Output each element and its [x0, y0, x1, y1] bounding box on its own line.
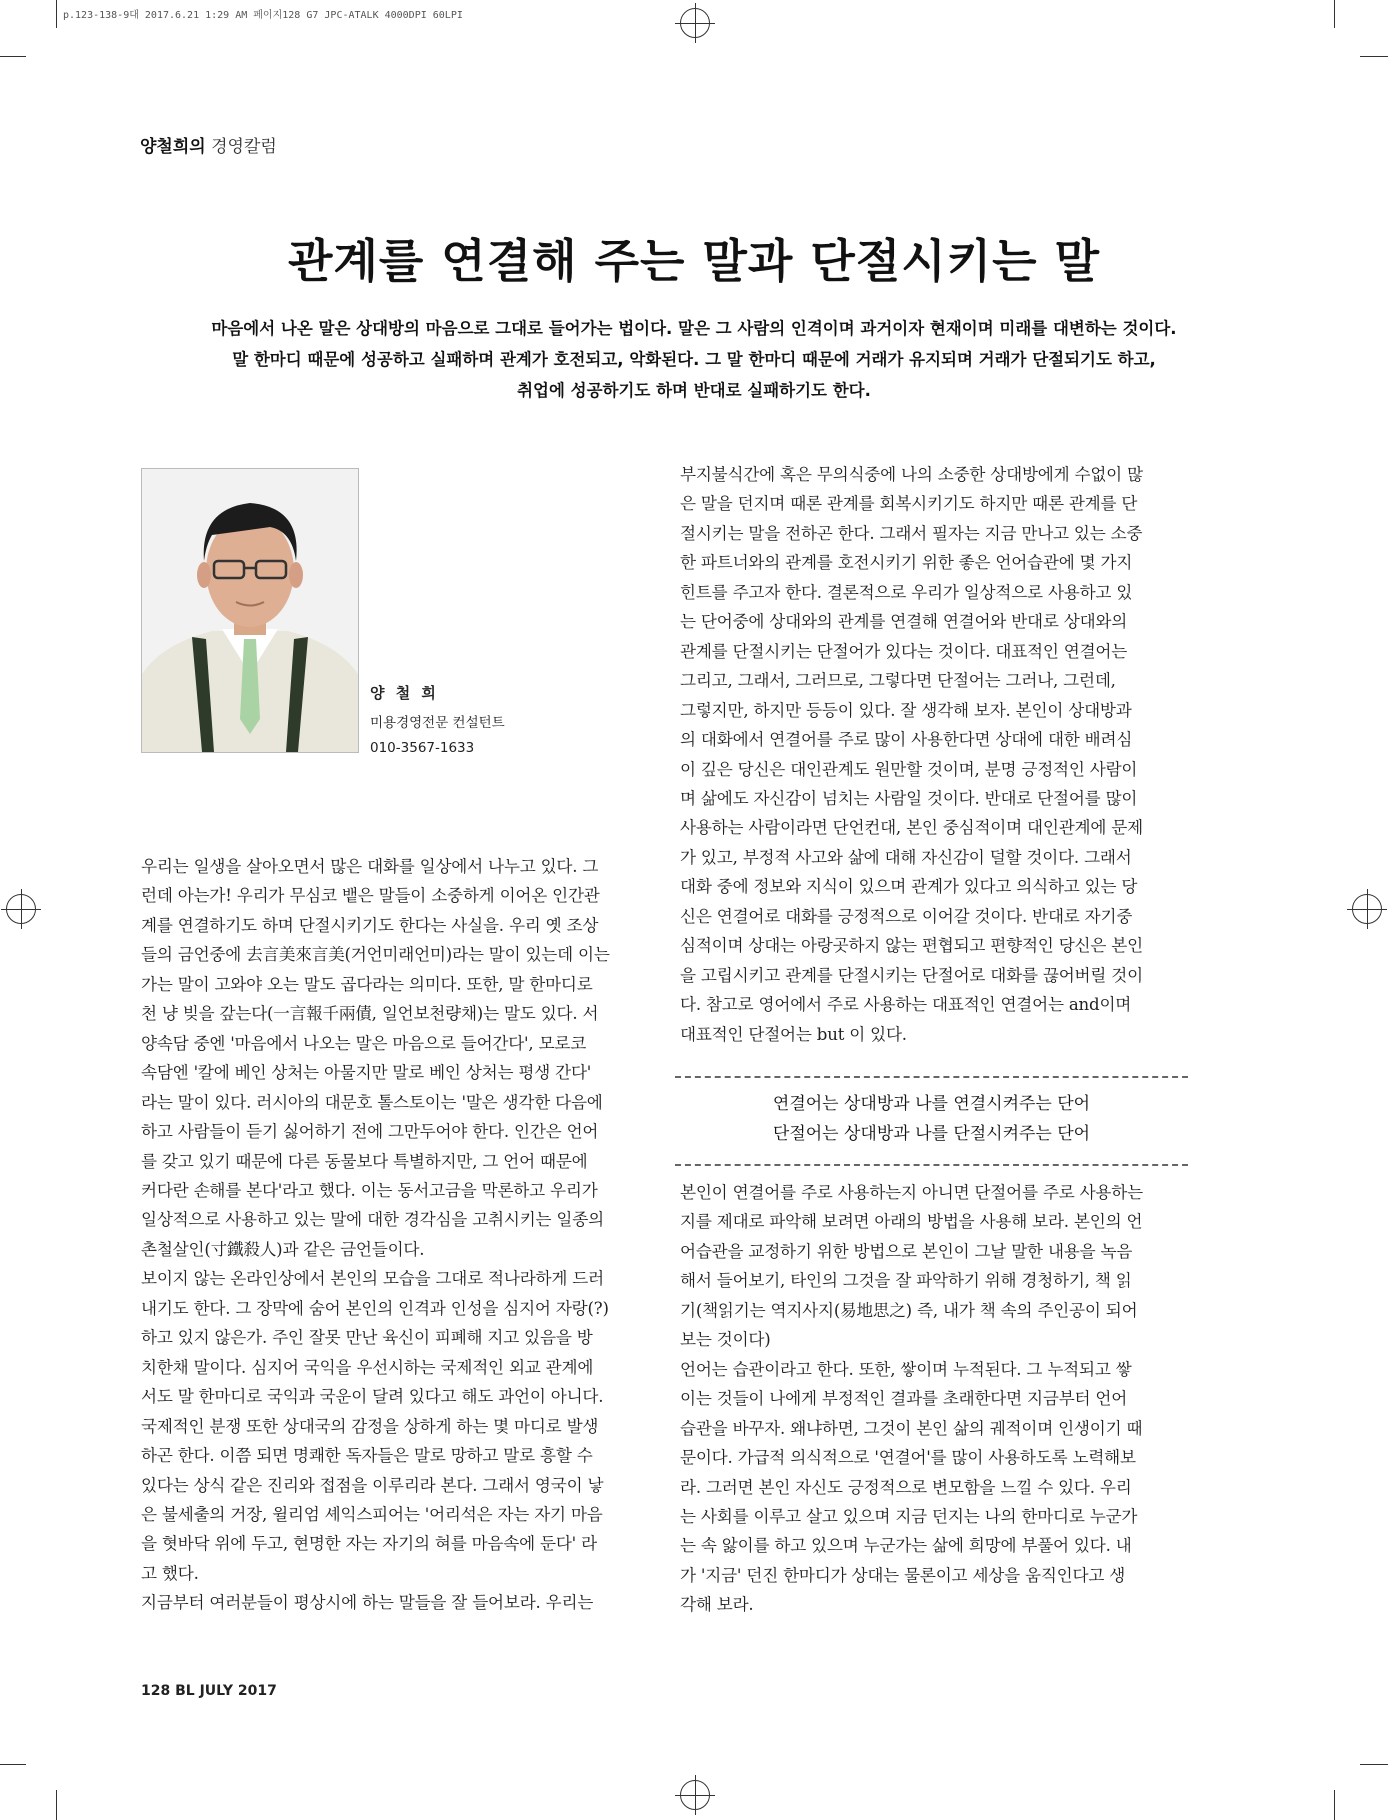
callout-box [675, 1089, 1188, 1149]
body-line: 라. 그러면 본인 자신도 긍정적으로 변모함을 느낄 수 있다. 우리 [680, 1477, 1132, 1497]
author-photo [141, 468, 359, 753]
body-line: 속담엔 '칼에 베인 상처는 아물지만 말로 베인 상처는 평생 간다' [141, 1063, 592, 1083]
section-kicker [140, 132, 277, 157]
body-line: 치한채 말이다. 심지어 국익을 우선시하는 국제적인 외교 관계에 [141, 1357, 594, 1377]
kicker-category: 경영칼럼 [211, 137, 277, 157]
crop-mark [56, 1790, 57, 1820]
body-line: 지금부터 여러분들이 평상시에 하는 말들을 잘 들어보라. 우리는 [141, 1593, 594, 1613]
registration-mark [1352, 894, 1382, 924]
page-folio: 128 BL JULY 2017 [141, 1683, 277, 1699]
body-line: 가는 말이 고와야 오는 말도 곱다라는 의미다. 또한, 말 한마디로 [141, 974, 593, 994]
kicker-author: 양철희의 [140, 137, 206, 157]
body-line: 절시키는 말을 전하곤 한다. 그래서 필자는 지금 만나고 있는 소중 [680, 523, 1143, 543]
body-line: 은 불세출의 거장, 윌리엄 셰익스피어는 '어리석은 자는 자기 마음 [141, 1504, 603, 1524]
body-line: 어습관을 교정하기 위한 방법으로 본인이 그날 말한 내용을 녹음 [680, 1241, 1133, 1261]
body-line: 힌트를 주고자 한다. 결론적으로 우리가 일상적으로 사용하고 있 [680, 582, 1133, 602]
body-line: 각해 보라. [680, 1595, 754, 1615]
callout-line: 단절어는 상대방과 나를 단절시켜주는 단어 [772, 1124, 1091, 1144]
body-line: 습관을 바꾸자. 왜냐하면, 그것이 본인 삶의 궤적이며 인생이기 때 [680, 1418, 1143, 1438]
body-line: 을 혓바닥 위에 두고, 현명한 자는 자기의 혀를 마음속에 둔다' 라 [141, 1534, 597, 1554]
body-line: 는 속 앓이를 하고 있으며 누군가는 삶에 희망에 부풀어 있다. 내 [680, 1536, 1132, 1556]
author-role: 미용경영전문 컨설턴트 [370, 715, 505, 731]
body-line: 이는 것들이 나에게 부정적인 결과를 초래한다면 지금부터 언어 [680, 1389, 1128, 1409]
crop-mark [1360, 56, 1388, 57]
article-title: 관계를 연결해 주는 말과 단절시키는 말 [287, 234, 1101, 288]
body-line: 그렇지만, 하지만 등등이 있다. 잘 생각해 보자. 본인이 상대방과 [680, 700, 1132, 720]
body-line: 를 갖고 있기 때문에 다른 동물보다 특별하지만, 그 언어 때문에 [141, 1151, 588, 1171]
crop-mark [0, 1764, 26, 1765]
body-line: 은 말을 던지며 때론 관계를 회복시키기도 하지만 때론 관계를 단 [680, 494, 1138, 514]
body-line: 천 냥 빚을 갚는다(一言報千兩債, 일언보천량채)는 말도 있다. 서 [141, 1004, 599, 1024]
body-line: 대화 중에 정보와 지식이 있으며 관계가 있다고 의식하고 있는 당 [680, 877, 1138, 897]
body-line: 런데 아는가! 우리가 무심코 뱉은 말들이 소중하게 이어온 인간관 [141, 886, 600, 906]
crop-mark [1334, 0, 1335, 28]
author-profile [370, 682, 505, 761]
lead-line: 말 한마디 때문에 성공하고 실패하며 관계가 호전되고, 악화된다. 그 말 한마디 때문에 거래가 유지되며 거래가 단절되기도 하고, [232, 350, 1156, 369]
callout-line: 연결어는 상대방과 나를 연결시켜주는 단어 [772, 1094, 1091, 1114]
body-line: 보이지 않는 온라인상에서 본인의 모습을 그대로 적나라하게 드러 [141, 1269, 604, 1289]
author-phone: 010-3567-1633 [370, 740, 475, 756]
body-line: 라는 말이 있다. 러시아의 대문호 톨스토이는 '말은 생각한 다음에 [141, 1092, 603, 1112]
body-line: 그리고, 그래서, 그러므로, 그렇다면 단절어는 그러나, 그런데, [680, 671, 1116, 691]
body-line: 커다란 손해를 본다'라고 했다. 이는 동서고금을 막론하고 우리가 [141, 1180, 598, 1200]
body-line: 하고 있지 않은가. 주인 잘못 만난 육신이 피폐해 지고 있음을 방 [141, 1328, 593, 1348]
body-line: 가 '지금' 던진 한마디가 상대는 물론이고 세상을 움직인다고 생 [680, 1565, 1126, 1585]
body-line: 는 사회를 이루고 살고 있으며 지금 던지는 나의 한마디로 누군가 [680, 1506, 1138, 1526]
body-line: 을 고립시키고 관계를 단절시키는 단절어로 대화를 끊어버릴 것이 [680, 965, 1143, 985]
printer-slug: p.123-138-9대 2017.6.21 1:29 AM 페이지128 G7 JPC-ATALK 4000DPI 60LPI [63, 10, 463, 21]
body-line: 들의 금언중에 去言美來言美(거언미래언미)라는 말이 있는데 이는 [141, 945, 610, 965]
crop-mark [1334, 1790, 1335, 1820]
article-lead [160, 313, 1228, 406]
registration-mark [6, 894, 36, 924]
registration-mark [680, 8, 710, 38]
body-column-right-top [680, 460, 1188, 1049]
body-line: 본인이 연결어를 주로 사용하는지 아니면 단절어를 주로 사용하는 [680, 1183, 1143, 1202]
body-line: 의 대화에서 연결어를 주로 많이 사용한다면 상대에 대한 배려심 [680, 730, 1133, 750]
body-line: 내기도 한다. 그 장막에 숨어 본인의 인격과 인성을 심지어 자랑(?) [141, 1298, 609, 1318]
callout-divider-bottom [675, 1164, 1188, 1166]
crop-mark [1360, 1764, 1388, 1765]
crop-mark [56, 0, 57, 28]
body-line: 국제적인 분쟁 또한 상대국의 감정을 상하게 하는 몇 마디로 발생 [141, 1416, 599, 1436]
body-line: 있다는 상식 같은 진리와 접점을 이루리라 본다. 그래서 영국이 낳 [141, 1475, 604, 1495]
body-line: 부지불식간에 혹은 무의식중에 나의 소중한 상대방에게 수없이 많 [680, 465, 1143, 484]
body-line: 하고 사람들이 듣기 싫어하기 전에 그만두어야 한다. 인간은 언어 [141, 1122, 599, 1142]
body-line: 촌철살인(寸鐵殺人)과 같은 금언들이다. [141, 1239, 425, 1259]
crop-mark [0, 56, 26, 57]
body-line: 신은 연결어로 대화를 긍정적으로 이어갈 것이다. 반대로 자기중 [680, 906, 1133, 926]
body-line: 양속담 중엔 '마음에서 나오는 말은 마음으로 들어간다', 모로코 [141, 1033, 587, 1053]
callout-divider-top [675, 1076, 1188, 1078]
body-line: 하곤 한다. 이쯤 되면 명쾌한 독자들은 말로 망하고 말로 흥할 수 [141, 1446, 593, 1466]
body-line: 우리는 일생을 살아오면서 많은 대화를 일상에서 나누고 있다. 그 [141, 857, 599, 876]
body-line: 대표적인 단절어는 but 이 있다. [680, 1024, 907, 1044]
body-column-right-bottom [680, 1178, 1188, 1620]
body-line: 사용하는 사람이라면 단언컨대, 본인 중심적이며 대인관계에 문제 [680, 818, 1143, 838]
lead-line: 취업에 성공하기도 하며 반대로 실패하기도 한다. [517, 381, 871, 400]
author-name: 양 철 희 [370, 684, 439, 702]
body-line: 계를 연결하기도 하며 단절시키기도 한다는 사실을. 우리 옛 조상 [141, 915, 599, 935]
body-line: 해서 들어보기, 타인의 그것을 잘 파악하기 위해 경청하기, 책 읽 [680, 1271, 1132, 1291]
body-line: 가 있고, 부정적 사고와 삶에 대해 자신감이 덜할 것이다. 그래서 [680, 847, 1132, 867]
body-line: 보는 것이다) [680, 1330, 771, 1350]
body-line: 기(책읽기는 역지사지(易地思之) 즉, 내가 책 속의 주인공이 되어 [680, 1300, 1138, 1320]
body-line: 관계를 단절시키는 단절어가 있다는 것이다. 대표적인 연결어는 [680, 641, 1128, 661]
body-line: 서도 말 한마디로 국익과 국운이 달려 있다고 해도 과언이 아니다. [141, 1387, 604, 1407]
body-line: 이 깊은 당신은 대인관계도 원만할 것이며, 분명 긍정적인 사람이 [680, 759, 1138, 779]
body-column-left [141, 852, 646, 1618]
body-line: 다. 참고로 영어에서 주로 사용하는 대표적인 연결어는 and이며 [680, 995, 1132, 1015]
body-line: 한 파트너와의 관계를 호전시키기 위한 좋은 언어습관에 몇 가지 [680, 553, 1133, 573]
body-line: 는 단어중에 상대와의 관계를 연결해 연결어와 반대로 상대와의 [680, 612, 1128, 632]
body-line: 며 삶에도 자신감이 넘치는 사람일 것이다. 반대로 단절어를 많이 [680, 788, 1138, 808]
body-line: 심적이며 상대는 아랑곳하지 않는 편협되고 편향적인 당신은 본인 [680, 936, 1143, 956]
body-line: 문이다. 가급적 의식적으로 '연결어'를 많이 사용하도록 노력해보 [680, 1448, 1136, 1468]
body-line: 지를 제대로 파악해 보려면 아래의 방법을 사용해 보라. 본인의 언 [680, 1212, 1143, 1232]
body-line: 일상적으로 사용하고 있는 말에 대한 경각심을 고취시키는 일종의 [141, 1210, 604, 1230]
body-line: 고 했다. [141, 1563, 199, 1583]
body-line: 언어는 습관이라고 한다. 또한, 쌓이며 누적된다. 그 누적되고 쌓 [680, 1359, 1132, 1379]
registration-mark [680, 1780, 710, 1810]
lead-line: 마음에서 나온 말은 상대방의 마음으로 그대로 들어가는 법이다. 말은 그 사람의 인격이며 과거이자 현재이며 미래를 대변하는 것이다. [211, 319, 1177, 338]
